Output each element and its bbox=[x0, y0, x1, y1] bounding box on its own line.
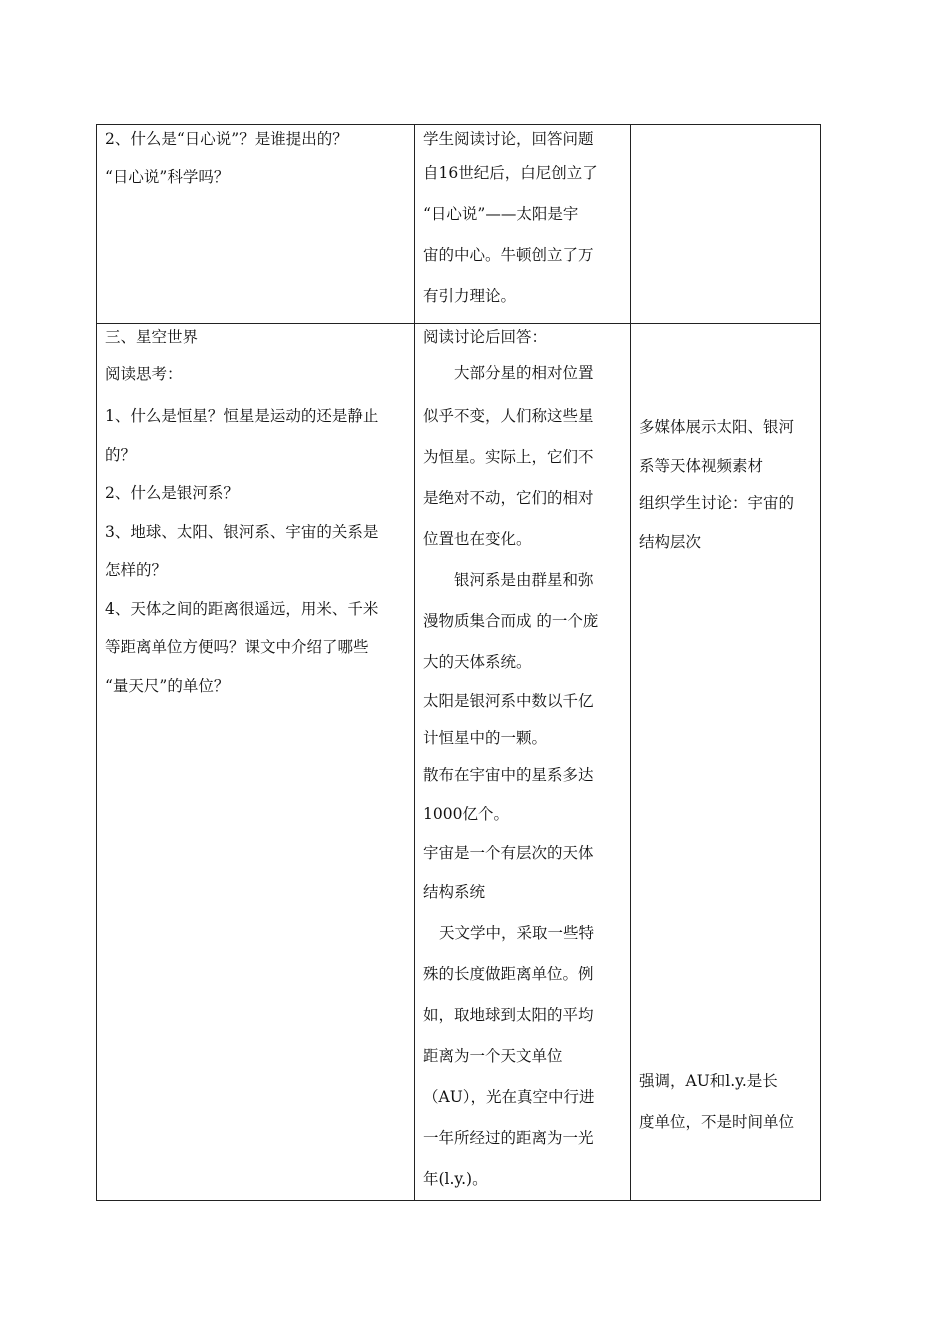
student-line: 阅读讨论后回答： bbox=[423, 328, 548, 346]
question-cell bbox=[97, 125, 415, 324]
table-row bbox=[97, 125, 821, 324]
question-line: 3、地球、太阳、银河系、宇宙的关系是 bbox=[105, 523, 379, 541]
student-line: 年(l.y.)。 bbox=[423, 1170, 488, 1188]
teacher-line: 多媒体展示太阳、银河 bbox=[639, 418, 795, 436]
question-line: 等距离单位方便吗？课文中介绍了哪些 bbox=[105, 638, 369, 656]
student-line: 位置也在变化。 bbox=[423, 530, 532, 548]
student-line: 是绝对不动，它们的相对 bbox=[423, 489, 594, 507]
student-line: 殊的长度做距离单位。例 bbox=[423, 965, 594, 983]
teacher-activity-cell bbox=[631, 125, 821, 324]
teacher-notes-top bbox=[639, 407, 812, 563]
student-line: 宇宙是一个有层次的天体 bbox=[423, 844, 594, 862]
student-line: 大的天体系统。 bbox=[423, 653, 532, 671]
teacher-line: 度单位，不是时间单位 bbox=[639, 1113, 795, 1131]
table-row bbox=[97, 324, 821, 1201]
student-line: 计恒星中的一颗。 bbox=[423, 729, 548, 747]
teacher-line: 结构层次 bbox=[639, 533, 702, 551]
student-line: 学生阅读讨论，回答问题 bbox=[423, 130, 594, 148]
student-line: 自16世纪后，白尼创立了 bbox=[423, 164, 598, 182]
student-line: 1000亿个。 bbox=[423, 805, 509, 823]
teacher-activity-cell bbox=[631, 324, 821, 1201]
student-line: （AU），光在真空中行进 bbox=[423, 1088, 595, 1106]
question-line: 1、什么是恒星？恒星是运动的还是静止 bbox=[105, 407, 379, 425]
student-line: 距离为一个天文单位 bbox=[423, 1047, 563, 1065]
student-activity-cell bbox=[415, 324, 631, 1201]
student-line: 有引力理论。 bbox=[423, 287, 517, 305]
student-line: 如，取地球到太阳的平均 bbox=[423, 1006, 594, 1024]
teacher-line: 强调，AU和l.y.是长 bbox=[639, 1072, 778, 1090]
teacher-line: 组织学生讨论：宇宙的 bbox=[639, 494, 795, 512]
student-line: 太阳是银河系中数以千亿 bbox=[423, 692, 594, 710]
student-line: 银河系是由群星和弥 bbox=[454, 571, 594, 589]
question-line: 2、什么是银河系？ bbox=[105, 484, 239, 502]
question-line: 4、天体之间的距离很遥远，用米、千米 bbox=[105, 600, 379, 618]
lesson-plan-table bbox=[96, 124, 821, 1201]
student-line: 为恒星。实际上，它们不 bbox=[423, 448, 594, 466]
student-line: 漫物质集合而成 的一个庞 bbox=[423, 612, 599, 630]
student-line: 一年所经过的距离为一光 bbox=[423, 1129, 594, 1147]
question-line: 怎样的？ bbox=[105, 561, 168, 579]
student-activity-cell bbox=[415, 125, 631, 324]
student-line: 天文学中，采取一些特 bbox=[439, 924, 595, 942]
question-line: “量天尺”的单位？ bbox=[105, 677, 230, 695]
section-heading: 三、星空世界 bbox=[105, 328, 199, 346]
student-line: 宙的中心。牛顿创立了万 bbox=[423, 246, 594, 264]
question-line: “日心说”科学吗？ bbox=[105, 168, 230, 186]
student-line: 散布在宇宙中的星系多达 bbox=[423, 766, 594, 784]
question-line: 的？ bbox=[105, 446, 137, 464]
teacher-line: 系等天体视频素材 bbox=[639, 457, 764, 475]
student-line: “日心说”——太阳是宇 bbox=[423, 205, 579, 223]
question-cell bbox=[97, 324, 415, 1201]
teacher-notes-bottom bbox=[639, 1061, 794, 1143]
question-line: 2、什么是“日心说”？是谁提出的？ bbox=[105, 130, 348, 148]
student-line: 大部分星的相对位置 bbox=[454, 364, 594, 382]
student-line: 结构系统 bbox=[423, 883, 486, 901]
student-line: 似乎不变，人们称这些星 bbox=[423, 407, 594, 425]
question-line: 阅读思考： bbox=[105, 365, 183, 383]
